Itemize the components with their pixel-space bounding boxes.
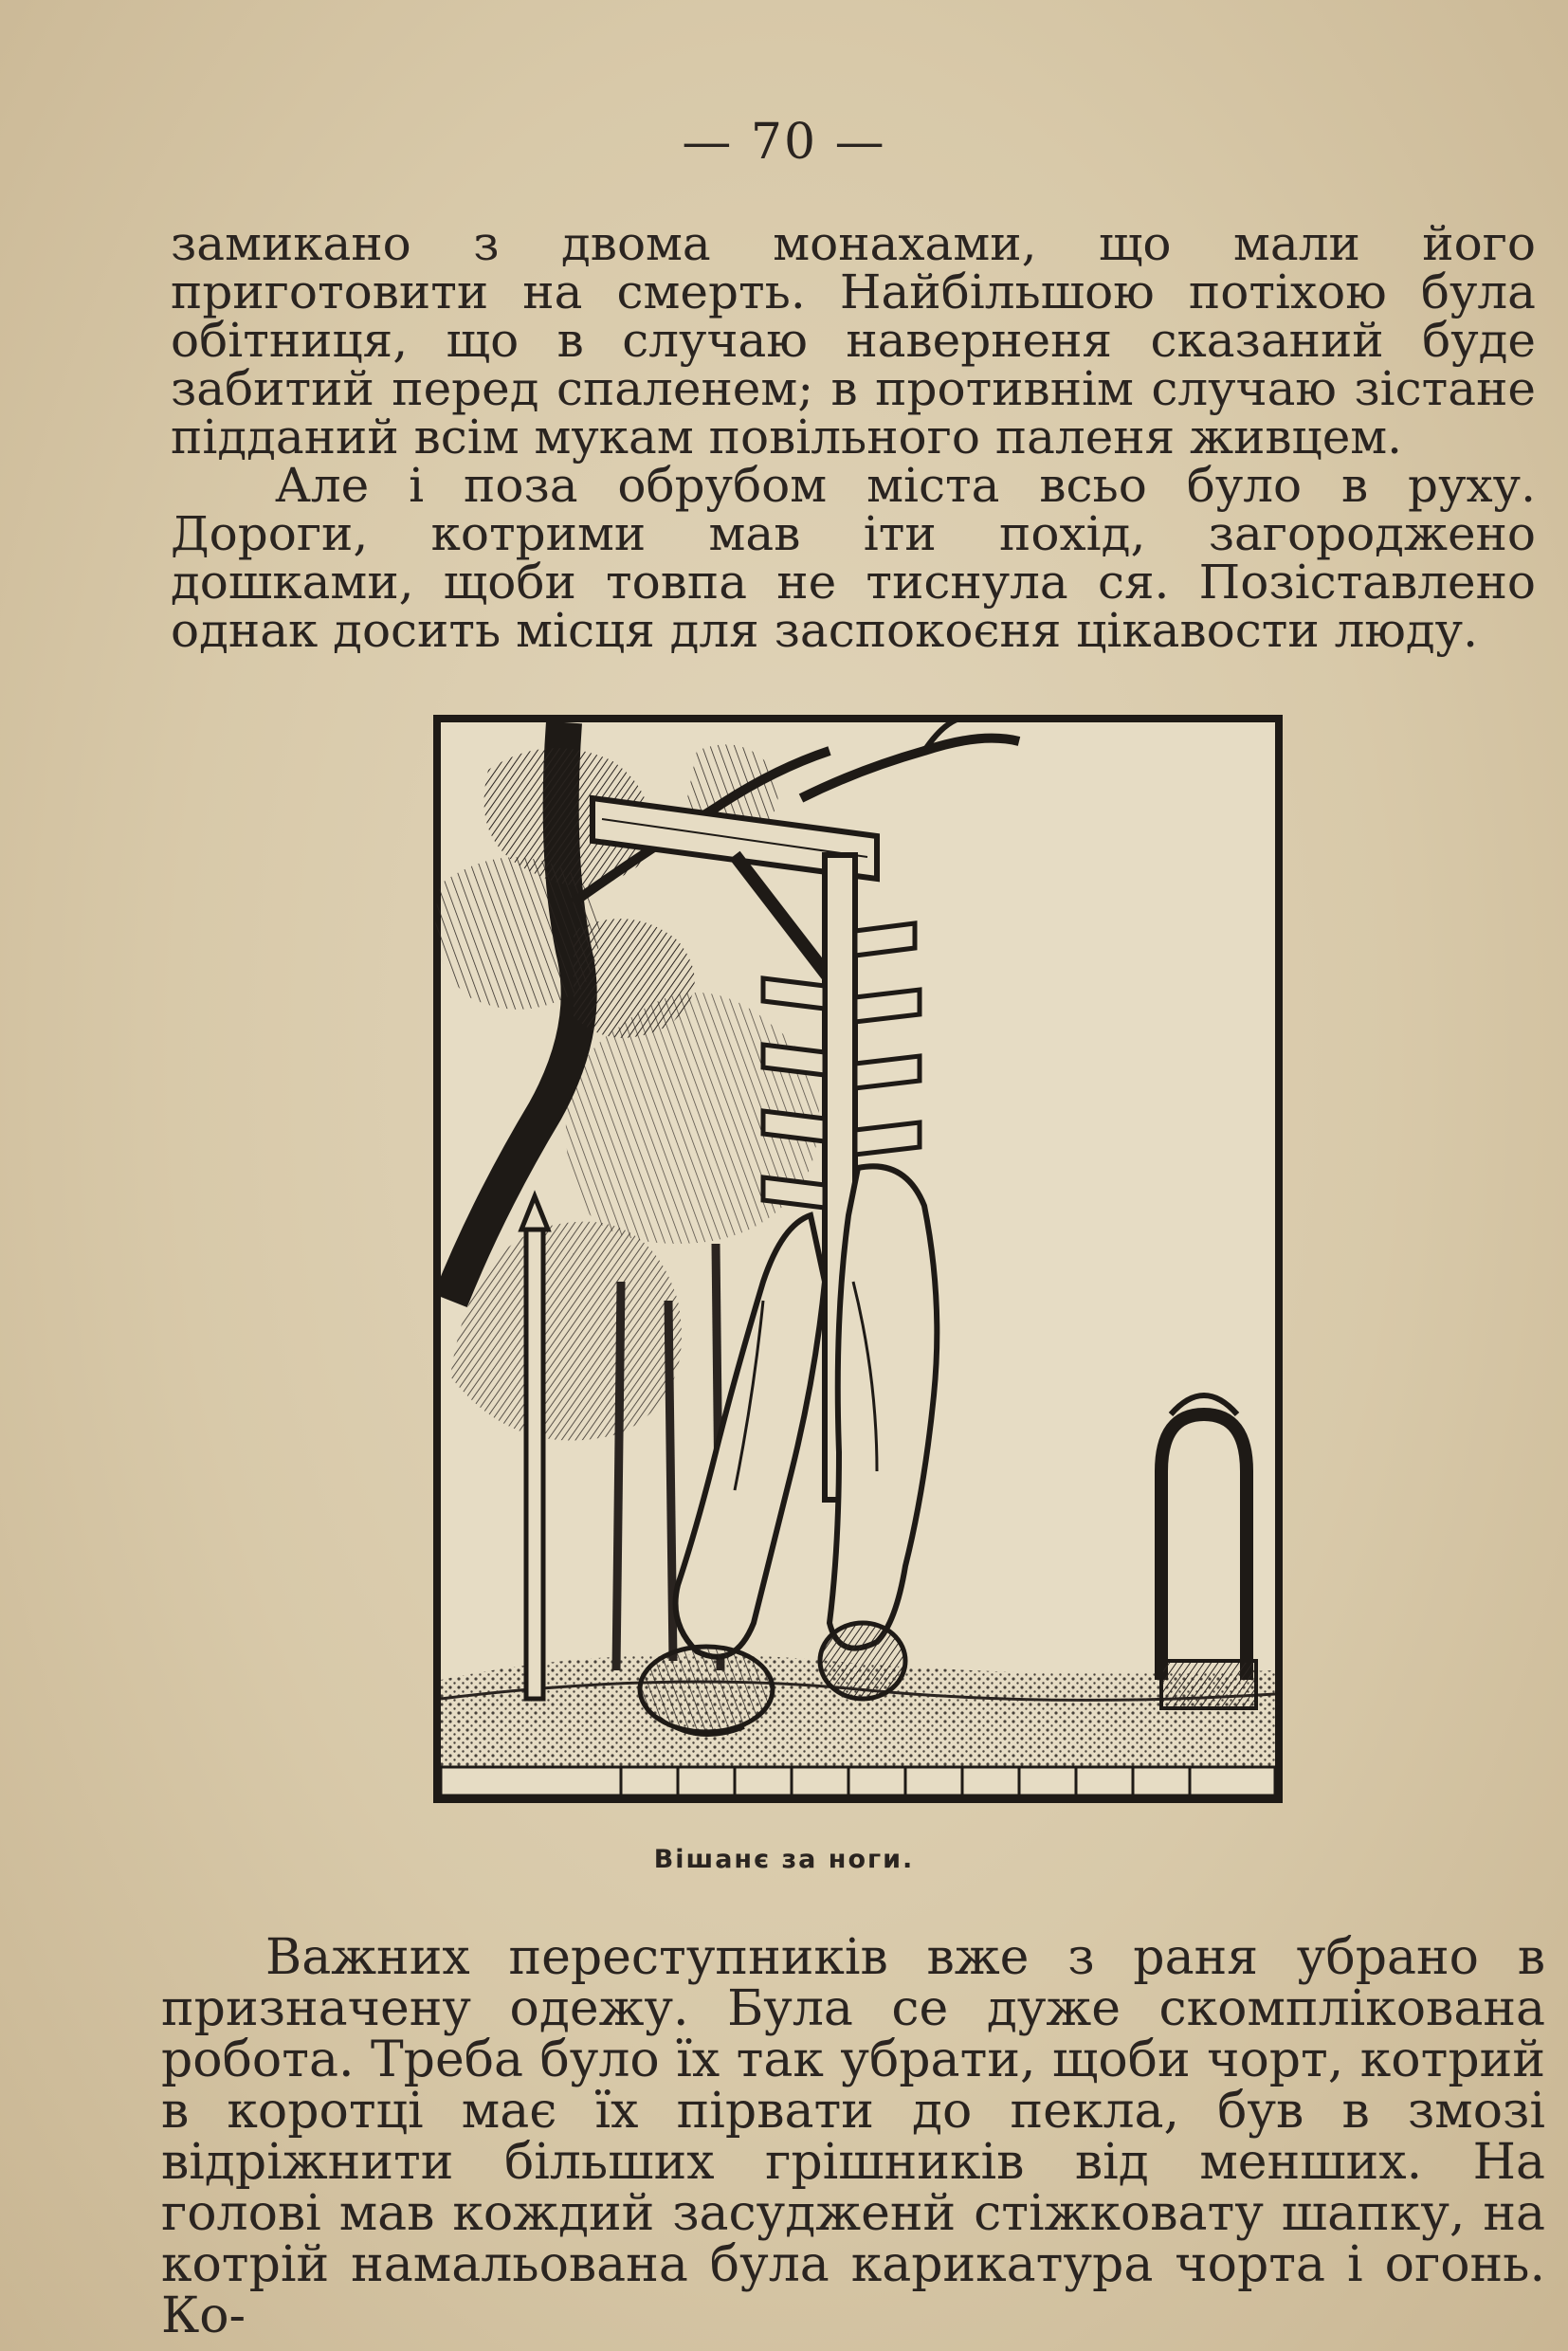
paragraph-1: замикано з двома монахами, що мали його приготовити на смерть. Найбільшою потіхою була обітниця, що в случаю наверненя сказаний буде забитий перед спаленем; в противнім случаю зістане підданий всім мукам повільного паленя живцем. bbox=[171, 216, 1536, 465]
page-number: — 70 — bbox=[682, 114, 886, 171]
woodcut-image bbox=[431, 713, 1285, 1805]
paragraph-2: Але і поза обрубом міста всьо було в руху. Дороги, котрими мав іти похід, загороджено дошками, щоби товпа не тиснула ся. Позіставлено однак досить місця для заспокоєня цікавости люду. bbox=[171, 458, 1536, 658]
top-text-block bbox=[171, 216, 1536, 658]
paragraph-3: Важних переступників вже з раня убрано в призначену одежу. Була се дуже скомплікована робота. Треба було їх так убрати, щоби чорт, котрий в коротці має їх пірвати до пекла, був в змозі відріжнити більших грішників від менших. На голові мав кождий засудженй стіжковату шапку, на котрій намальована була карикатура чорта і огонь. Ко- bbox=[161, 1929, 1545, 2344]
figure-caption: Вішанє за ноги. bbox=[653, 1845, 915, 1874]
woodcut-illustration bbox=[431, 713, 1285, 1805]
bottom-text-block bbox=[161, 1929, 1545, 2344]
